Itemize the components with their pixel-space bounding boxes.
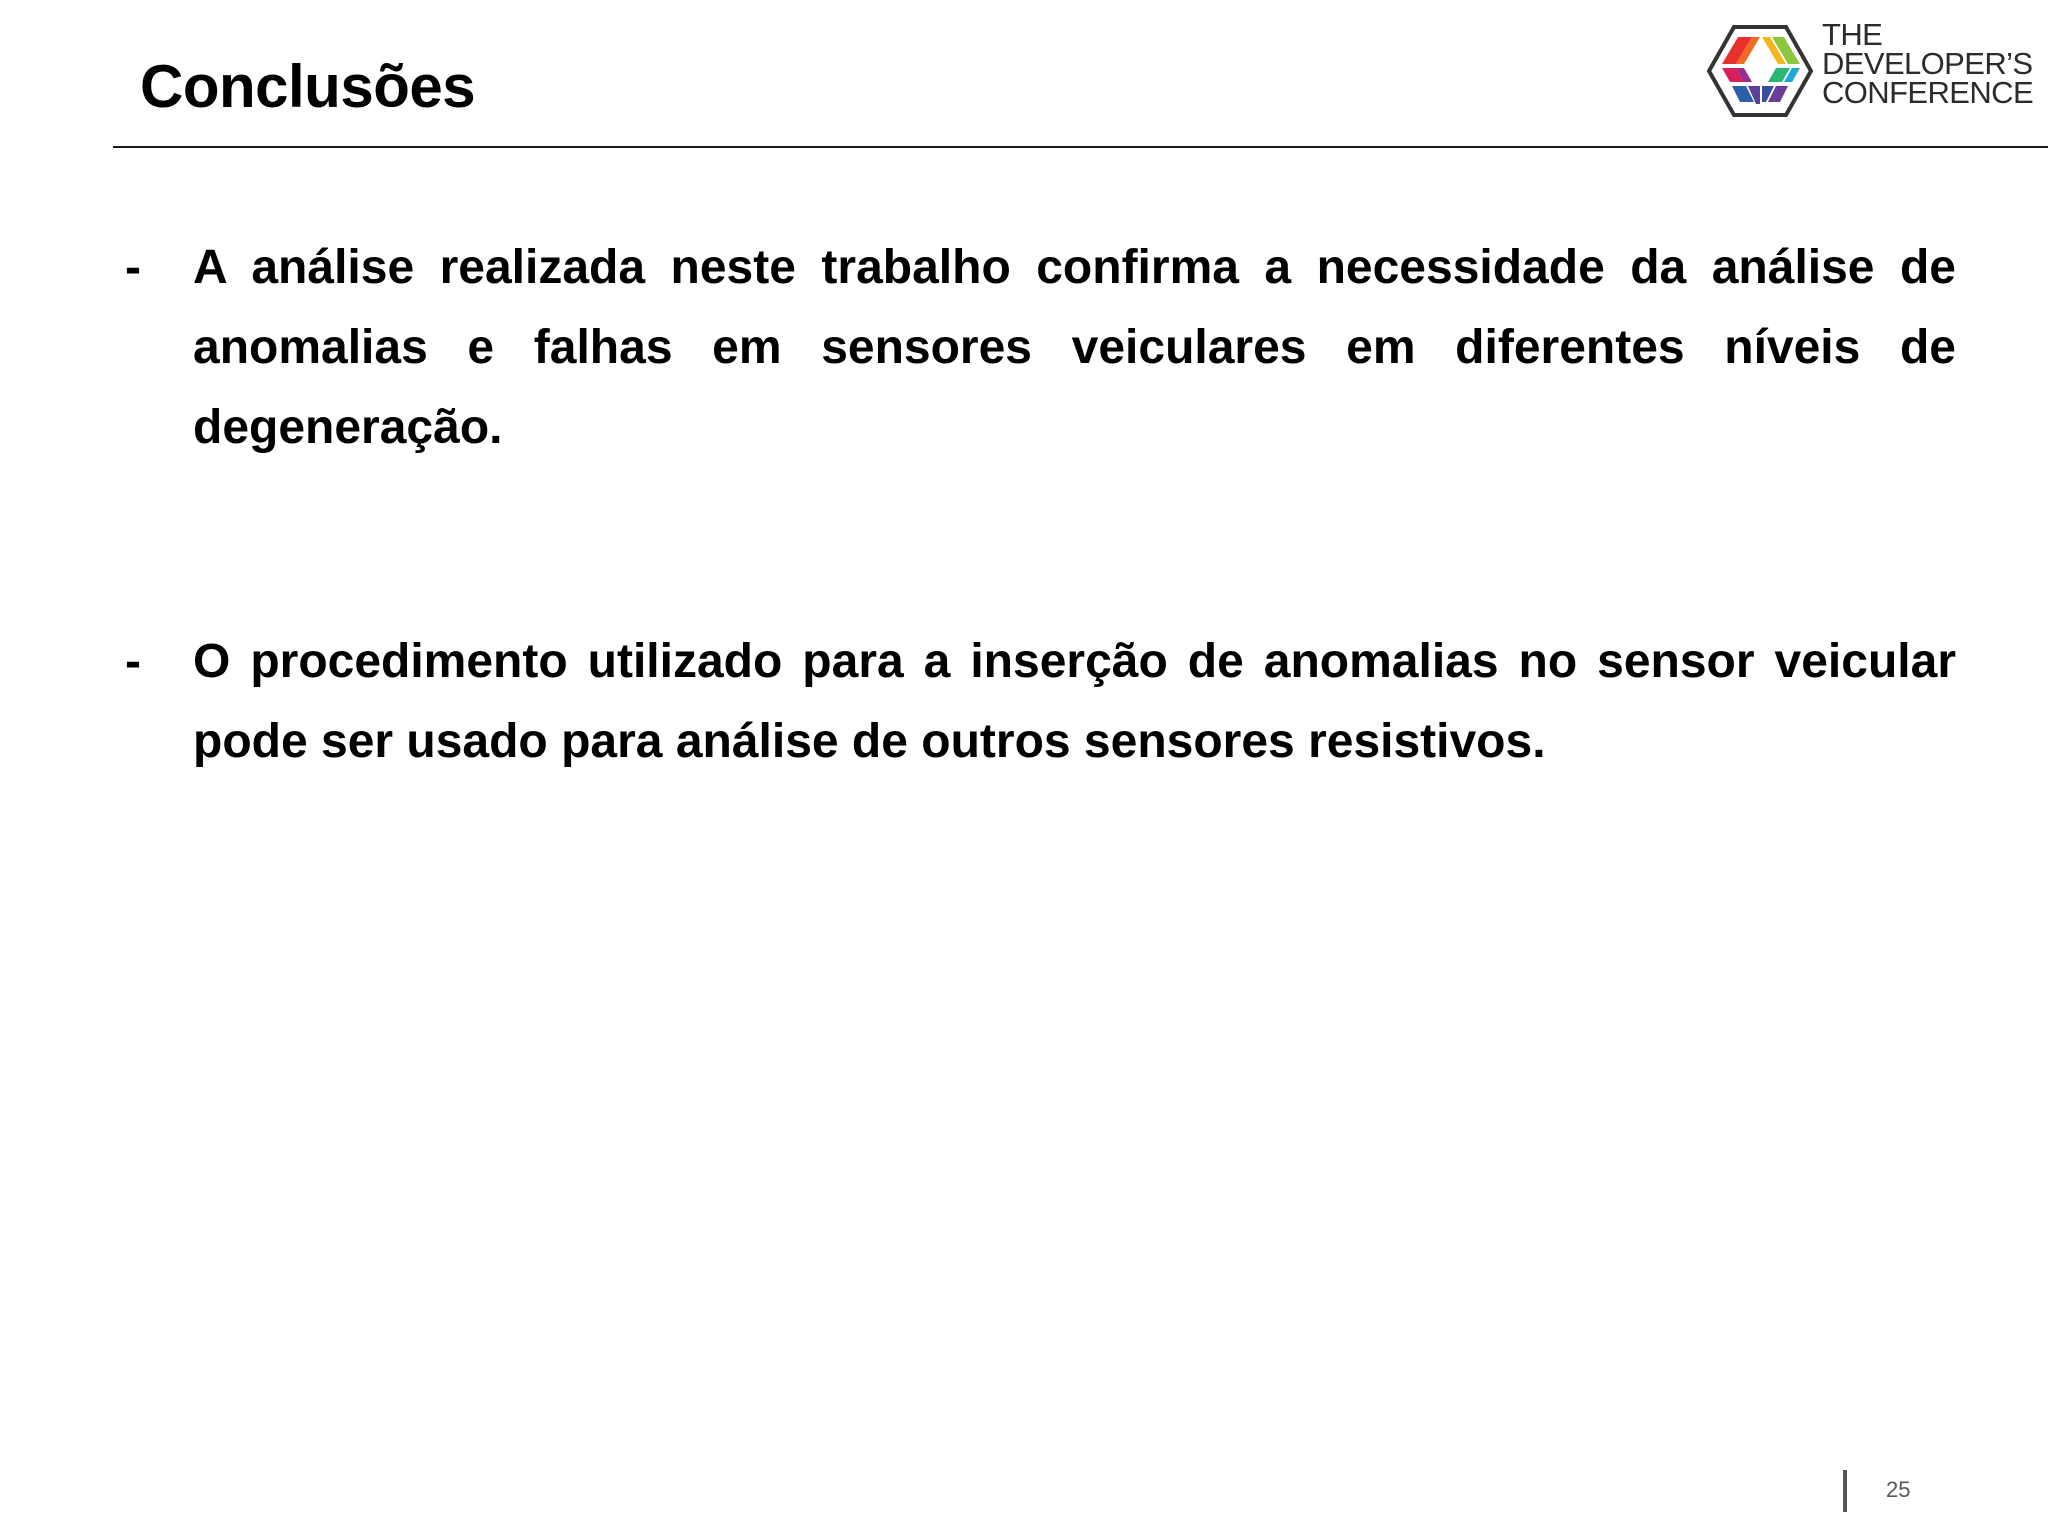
bullet-item <box>120 622 1956 782</box>
logo-line-2: DEVELOPER’S <box>1822 46 2033 81</box>
logo-wordmark <box>1822 17 2034 110</box>
page-number: 25 <box>1886 1477 1911 1502</box>
bullet-text: O procedimento utilizado para a inserção de anomalias no sensor veicular pode ser usado para análise de outros sensores resistivos. <box>193 635 1956 768</box>
conference-logo <box>1706 17 2034 120</box>
logo-line-1: THE <box>1822 17 1883 52</box>
bullet-marker: - <box>125 241 141 294</box>
bullet-text: A análise realizada neste trabalho confirma a necessidade da análise de anomalias e falhas em sensores veiculares em diferentes níveis de degeneração. <box>193 241 1956 454</box>
logo-line-3: CONFERENCE <box>1822 75 2034 110</box>
bullet-marker: - <box>125 635 141 688</box>
bullet-list <box>120 228 1956 782</box>
hexagon-cube-logo-icon <box>1706 24 1814 118</box>
slide-title: Conclusões <box>140 53 476 120</box>
title-divider <box>113 146 2048 148</box>
footer-divider <box>1843 1470 1847 1512</box>
bullet-item <box>120 228 1956 468</box>
